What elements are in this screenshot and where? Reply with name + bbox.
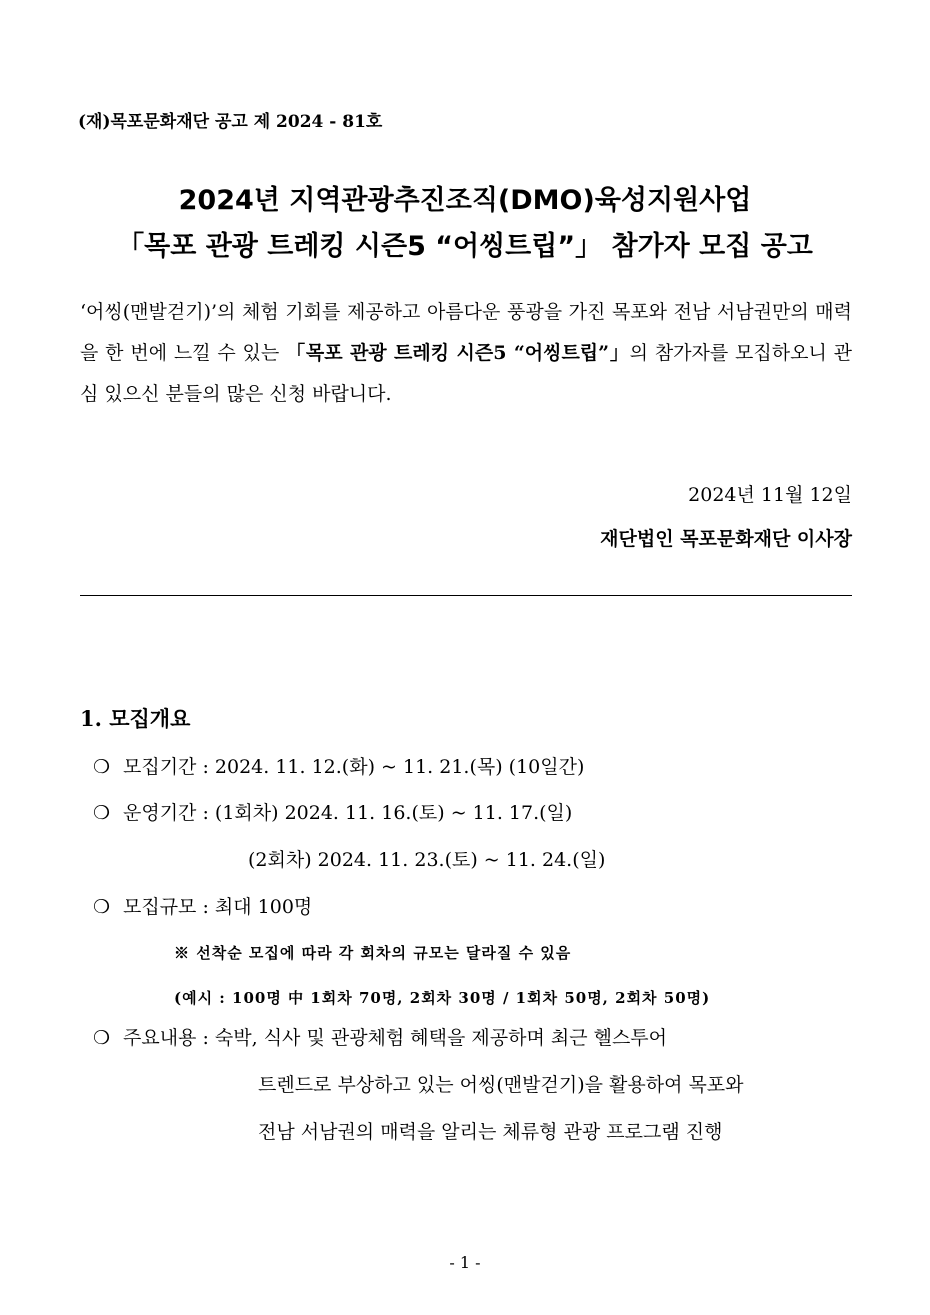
intro-text-1: ‘어씽(맨발걷기)’의 체험 기회를 제공하고 아름다운 풍광을 가진 목포와 전남 서남권만의 매력을 한 번에 느낄 수 있는 <box>80 301 852 364</box>
divider <box>80 595 852 596</box>
recruit-scale-row <box>93 892 312 919</box>
intro-event-name: 「목포 관광 트레킹 시즌5 “어씽트립”」 <box>286 342 630 364</box>
main-content-line2: 트렌드로 부상하고 있는 어씽(맨발걷기)을 활용하여 목포와 <box>258 1074 744 1096</box>
bullet-circle-icon: ❍ <box>93 756 111 778</box>
bullet-circle-icon: ❍ <box>93 802 111 824</box>
recruit-period-value: 2024. 11. 12.(화) ~ 11. 21.(목) (10일간) <box>214 756 585 778</box>
scale-note: ※ 선착순 모집에 따라 각 회차의 규모는 달라질 수 있음 <box>174 944 572 962</box>
recruit-period-row <box>93 752 584 779</box>
operation-period-label: 운영기간 : <box>123 802 209 824</box>
intro-paragraph <box>80 292 852 415</box>
recruit-scale-value: 최대 100명 <box>214 896 313 918</box>
scale-example-note: (예시 : 100명 中 1회차 70명, 2회차 30명 / 1회차 50명, 2회차 50명) <box>174 989 711 1007</box>
operation-period-row <box>93 798 572 825</box>
section-heading: 1. 모집개요 <box>80 706 191 731</box>
recruit-scale-label: 모집규모 : <box>123 896 209 918</box>
bullet-circle-icon: ❍ <box>93 896 111 918</box>
document-title-line1: 2024년 지역관광추진조직(DMO)육성지원사업 <box>178 185 752 216</box>
main-content-label: 주요내용 : <box>123 1027 209 1049</box>
main-content-row <box>93 1023 667 1050</box>
issuing-organization: 재단법인 목포문화재단 이사장 <box>600 528 852 550</box>
operation-period-value-1: (1회차) 2024. 11. 16.(토) ~ 11. 17.(일) <box>214 802 573 824</box>
recruit-period-label: 모집기간 : <box>123 756 209 778</box>
operation-period-value-2: (2회차) 2024. 11. 23.(토) ~ 11. 24.(일) <box>248 849 606 871</box>
intro-text-2: 의 참가자를 모집하오니 관심 있으신 분들의 많은 신청 바랍니다. <box>80 342 852 405</box>
bullet-circle-icon: ❍ <box>93 1027 111 1049</box>
main-content-line1: 숙박, 식사 및 관광체험 혜택을 제공하며 최근 헬스투어 <box>214 1027 668 1049</box>
announcement-date: 2024년 11월 12일 <box>688 484 852 506</box>
page-number: - 1 - <box>449 1253 481 1272</box>
document-title-line2: 「목포 관광 트레킹 시즌5 “어씽트립”」 참가자 모집 공고 <box>117 231 813 262</box>
notice-number: (재)목포문화재단 공고 제 2024 - 81호 <box>78 112 383 132</box>
main-content-line3: 전남 서남권의 매력을 알리는 체류형 관광 프로그램 진행 <box>258 1121 723 1143</box>
